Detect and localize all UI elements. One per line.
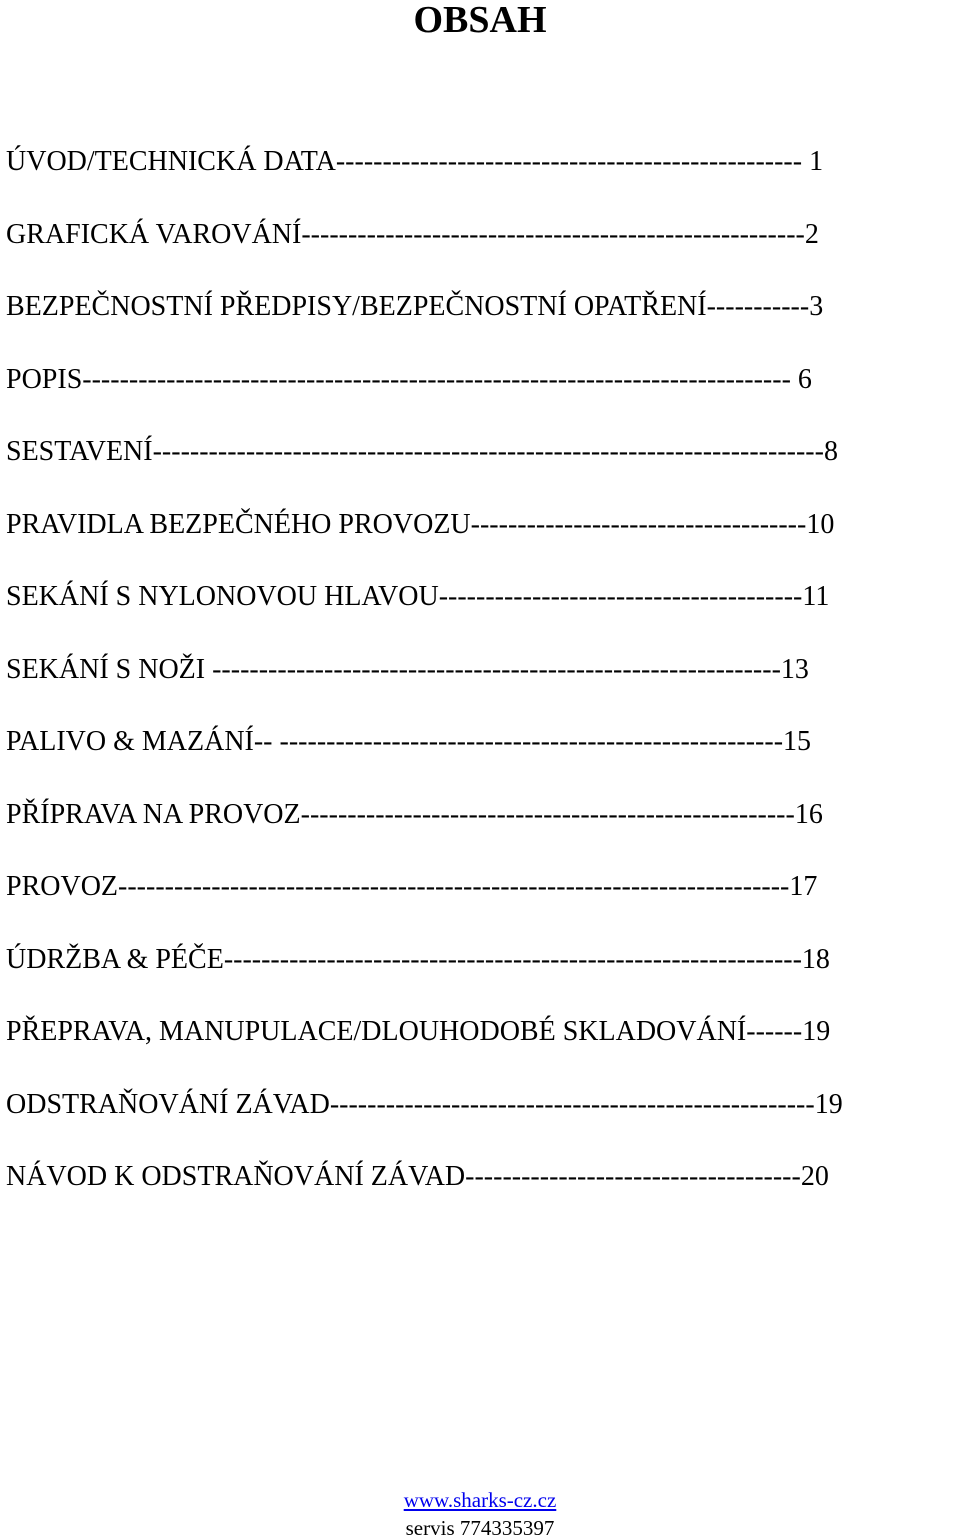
toc-entry-page: 19: [814, 1088, 843, 1120]
toc-entry-label: ÚDRŽBA & PÉČE: [6, 943, 224, 975]
toc-entry-navod-odstranovani-zavad[interactable]: [6, 1141, 956, 1214]
toc-entry-label: GRAFICKÁ VAROVÁNÍ: [6, 218, 302, 250]
toc-entry-leader: ------------------------------------------------------: [301, 218, 805, 250]
toc-entry-provoz[interactable]: [6, 851, 956, 924]
toc-entry-page: 18: [801, 943, 830, 975]
toc-entry-label: SESTAVENÍ: [6, 436, 153, 468]
toc-entry-leader: -------------------------------------------------------------: [212, 653, 781, 685]
toc-entry-page: 10: [806, 508, 835, 540]
toc-entry-label: ODSTRAŇOVÁNÍ ZÁVAD: [6, 1088, 330, 1120]
toc-entry-page: 17: [789, 871, 818, 903]
footer-website-link[interactable]: www.sharks-cz.cz: [403, 1488, 557, 1512]
toc-entry-leader: --------------------------------------------------------------: [223, 943, 802, 975]
toc-entry-label: PALIVO & MAZÁNÍ--: [6, 726, 280, 758]
toc-entry-page: 11: [802, 581, 830, 613]
toc-entry-label: PŘÍPRAVA NA PROVOZ: [6, 798, 301, 830]
toc-entry-leader: ------------------------------------------------------------------------: [152, 436, 824, 468]
toc-entry-page: 1: [809, 146, 824, 178]
toc-entry-leader: ------------------------------------------------------: [279, 726, 784, 758]
toc-entry-leader: ----------------------------------------------------: [329, 1088, 815, 1120]
toc-entry-page: 3: [809, 291, 824, 323]
toc-entry-label: BEZPEČNOSTNÍ PŘEDPISY/BEZPEČNOSTNÍ OPATŘENÍ: [6, 291, 707, 323]
toc-entry-page: 13: [780, 653, 809, 685]
toc-entry-label: NÁVOD K ODSTRAŇOVÁNÍ ZÁVAD: [6, 1161, 466, 1193]
page-title: OBSAH: [413, 0, 547, 41]
toc-entry-leader: ------------------------------------: [465, 1161, 801, 1193]
toc-entry-leader: -----------: [706, 291, 810, 323]
toc-entry-label: SEKÁNÍ S NOŽI: [6, 653, 213, 685]
toc-entry-label: PROVOZ: [6, 871, 119, 903]
toc-entry-udrzba-pece[interactable]: [6, 924, 956, 997]
toc-entry-uvod[interactable]: [6, 126, 956, 199]
toc-entry-leader: ------: [746, 1016, 803, 1048]
table-of-contents: [6, 126, 956, 1214]
toc-entry-page: 16: [794, 798, 823, 830]
toc-entry-page: 6: [797, 363, 812, 395]
toc-entry-label: SEKÁNÍ S NYLONOVOU HLAVOU: [6, 581, 439, 613]
toc-entry-leader: ------------------------------------: [470, 508, 807, 540]
toc-entry-label: ÚVOD/TECHNICKÁ DATA: [6, 146, 336, 178]
toc-entry-graficka-varovani[interactable]: [6, 199, 956, 272]
toc-entry-bezpecnostni-predpisy[interactable]: [6, 271, 956, 344]
toc-entry-leader: -----------------------------------------------------: [300, 798, 795, 830]
toc-entry-leader: ---------------------------------------: [438, 581, 803, 613]
toc-entry-odstranovani-zavad[interactable]: [6, 1069, 956, 1142]
toc-entry-leader: ----------------------------------------------------------------------------: [82, 363, 798, 395]
toc-entry-palivo-mazani[interactable]: [6, 706, 956, 779]
toc-entry-page: 2: [804, 218, 819, 250]
toc-entry-page: 8: [823, 436, 838, 468]
toc-entry-sekani-nylonovou-hlavou[interactable]: [6, 561, 956, 634]
toc-entry-pravidla-provozu[interactable]: [6, 489, 956, 562]
toc-entry-page: 19: [802, 1016, 831, 1048]
toc-entry-sekani-s-nozi[interactable]: [6, 634, 956, 707]
toc-entry-preprava-skladovani[interactable]: [6, 996, 956, 1069]
toc-entry-sestaveni[interactable]: [6, 416, 956, 489]
toc-entry-page: 20: [800, 1161, 829, 1193]
toc-entry-page: 15: [783, 726, 812, 758]
toc-entry-label: POPIS: [6, 363, 83, 395]
toc-entry-priprava-na-provoz[interactable]: [6, 779, 956, 852]
toc-entry-leader: --------------------------------------------------: [335, 146, 810, 178]
toc-entry-leader: ------------------------------------------------------------------------: [118, 871, 790, 903]
toc-entry-popis[interactable]: [6, 344, 956, 417]
toc-entry-label: PŘEPRAVA, MANUPULACE/DLOUHODOBÉ SKLADOVÁNÍ: [6, 1016, 747, 1048]
toc-entry-label: PRAVIDLA BEZPEČNÉHO PROVOZU: [6, 508, 471, 540]
footer-service-phone: servis 774335397: [405, 1516, 555, 1540]
